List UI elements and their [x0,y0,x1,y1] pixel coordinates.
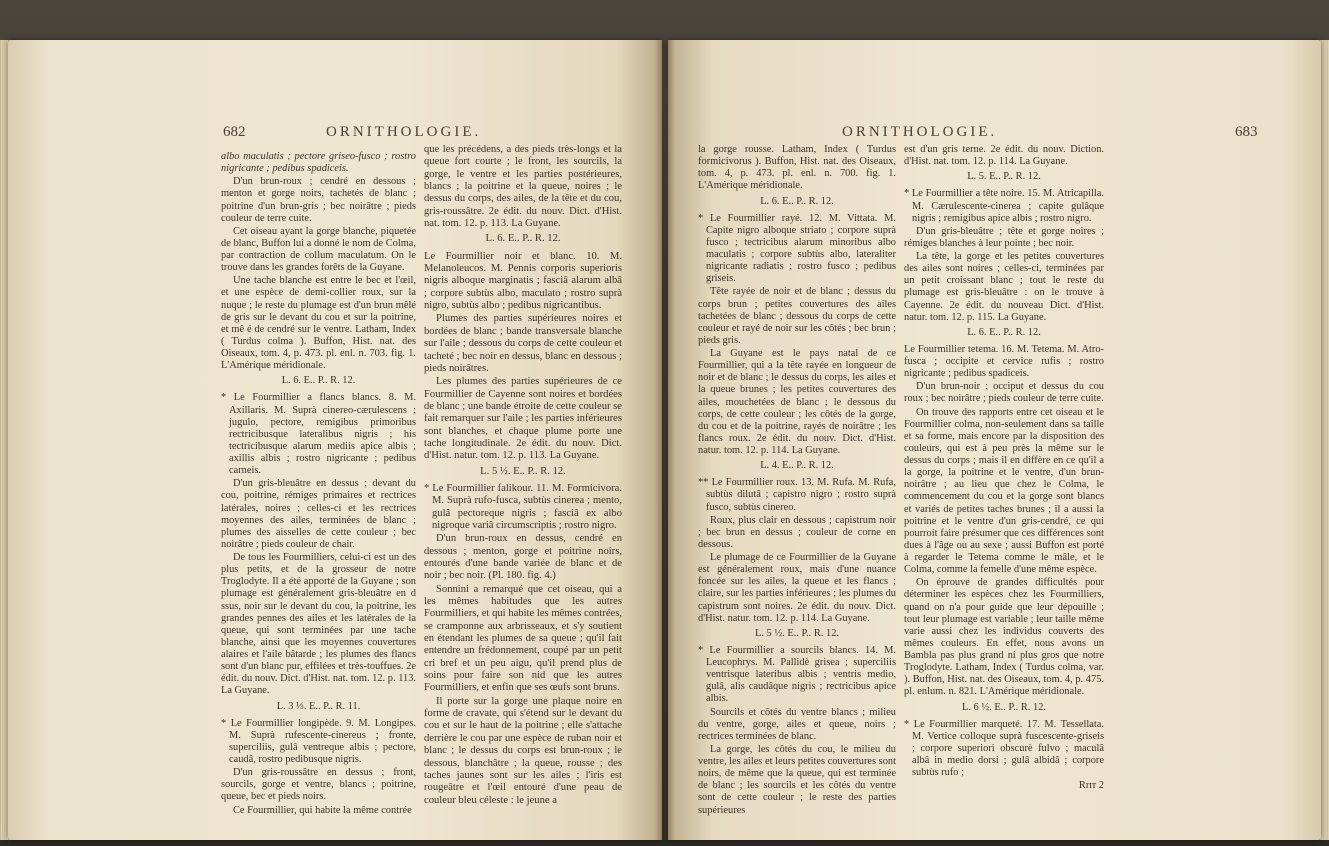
text-column [904,144,1104,793]
species-entry: ** Le Fourmillier roux. 13. M. Rufa. M. Rufa, subtùs dilutâ ; capistro nigro ; rostro suprà fusco, subtùs cinereo. [698,477,896,513]
paragraph: albo maculatis ; pectore griseo-fusco ; rostro nigricante ; pedibus spadiceis. [221,151,416,175]
running-header: ORNITHOLOGIE. [842,124,998,140]
paragraph: De tous les Fourmilliers, celui-ci est un des plus petits, et de la grosseur de notre Troglodyte. Il a été apporté de la Guyane ; son plumage est généralement gris-bleuâtre en d ssus, noir sur le devant du cou, la poitrine, les grandes pennes des ailes et les latérales de la queue, qui sont terminées par une tache blanche, ainsi que les moyennes couvertures alaires et l'aile bâtarde ; les plumes des flancs sont d'un blanc pur, effilées et très-touffues. 2e édit. du nouv. Dict. d'Hist. nat. tom. 12. p. 113. La Guyane. [221,552,416,697]
measurement-line: L. 6. E.. P.. R. 12. [760,195,834,207]
species-entry: * Le Fourmillier a sourcils blancs. 14. M. Leucophrys. M. Pallidè grisea ; superciliis ventrisque lateribus albis ; ventris medio, gulâ, alis caudâque nigris ; rectricibus apice albis. [698,644,896,705]
paragraph: Les plumes des parties supérieures de ce Fourmillier de Cayenne sont noires et bordées de blanc ; une bande étroite de cette couleur se fait remarquer sur l'aile ; les parties inférieures sont blanches, et chaque plume porte une tache longitudinale. 2e édit. du nouv. Dict. d'Hist. natur. tom. 12. p. 113. La Guyane. [424,376,622,462]
measurement-line: L. 4. E.. P.. R. 12. [760,460,834,472]
paragraph: la gorge rousse. Latham, Index ( Turdus formicivorus ). Buffon, Hist. nat. des Oiseaux, tom. 4, p. 473. pl. enl. n. 700. fig. 1. L'Amérique méridionale. [698,144,896,192]
paragraph: Une tache blanche est entre le bec et l'œil, et une espèce de demi-collier roux, sur la nuque ; le reste du plumage est d'un brun mêlé de gris sur le devant du cou et sur la poitrine, et mê é de cendré sur le ventre. Latham, Index ( Turdus colma ). Buffon, Hist. nat. des Oiseaux, tom. 4, p. 473. pl. enl. n. 703. fig. 1. L'Amérique méridionale. [221,275,416,372]
text-column [221,151,416,818]
paragraph: Tête rayée de noir et de blanc ; dessus du corps brun ; petites couvertures des ailes tachetées de blanc ; dessous du corps de cette couleur et rayé de noir sur les côtés ; bec brun ; pieds gris. [698,286,896,346]
paragraph: D'un brun-roux ; cendré en dessous ; menton et gorge noirs, tachetés de blanc ; poitrine d'un brun-gris ; bec noirâtre ; pieds couleur de terre cuite. [221,176,416,224]
paragraph: Le plumage de ce Fourmillier de la Guyane est généralement roux, mais d'une nuance foncée sur les ailes, la queue et les flancs ; claire, sur les parties inférieures ; les plumes du capistrum sont noires. 2e édit. du nouv. Dict. d'Hist. natur. tom. 12. p. 114. La Guyane. [698,552,896,624]
paragraph: On trouve des rapports entre cet oiseau et le Fourmillier colma, non-seulement dans sa taille et sa forme, mais encore par la disposition des couleurs, qui est à peu près la même sur le dessus du corps ; mais il en diffère en ce qu'il a la gorge, la poitrine et le ventre, d'un brun-noirâtre ; au lieu que chez le Colma, le commencement du cou et la gorge sont blancs et variés de petites taches brunes ; il a aussi la poitrine et le ventre d'un gris-cendré, ce qui pourroit faire présumer que ces différences sont dues à l'âge ou au sexe ; aussi Buffon est porté à regarder le Tetema comme le mâle, et le Colma, comme la femelle d'une même espèce. [904,406,1104,576]
measurement-line: L. 5 ½. E.. P.. R. 12. [755,627,839,639]
signature-mark: Rrrr 2 [1078,780,1104,792]
paragraph: La Guyane est le pays natal de ce Fourmillier, qui a la tête rayée en longueur de noir et de blanc ; le dessus du corps, les ailes et la queue brunes ; les petites couvertures des ailes, mouchetées de blanc ; le dessous du corps, de cette couleur ; les côtés de la gorge, du cou et de la poitrine, rayés de noirâtre ; les flancs roux. 2e édit. du nouv. Dict. d'Hist. natur. tom. 12. p. 114. La Guyane. [698,348,896,456]
measurement-line: L. 5. E.. P.. R. 12. [967,171,1041,183]
measurement-line: L. 6. E.. P.. R. 12. [485,233,561,245]
species-entry: * Le Fourmillier longipède. 9. M. Longipes. M. Suprà rufescente-cinereus ; fronte, superciliis, gulâ ventreque albis ; pectore, caudâ, rostro pedibusque nigris. [221,717,416,765]
paragraph: est d'un gris terne. 2e édit. du nouv. Diction. d'Hist. nat. tom. 12. p. 114. La Guyane. [904,144,1104,168]
book-gutter [655,40,675,840]
measurement-line: L. 6. E.. P.. R. 12. [281,375,356,387]
page-number: 683 [1235,124,1258,140]
paragraph: D'un brun-noir ; occiput et dessus du cou roux ; bec noirâtre ; pieds couleur de terre cuite. [904,381,1104,405]
text-column [424,144,622,808]
text-column [698,144,896,818]
page-number: 682 [223,124,246,140]
paragraph: Sourcils et côtés du ventre blancs ; milieu du ventre, gorge, ailes et queue, noirs ; rectrices terminées de blanc. [698,706,896,742]
right-page [668,40,1321,840]
paragraph: que les précédens, a des pieds très-longs et la queue fort courte ; le front, les sourcils, la gorge, le ventre et les parties postérieures, blancs ; la poitrine et la queue, noires ; le dessus du corps, des ailes, de la tête et du cou, gris-roussâtre. 2e édit. du nouv. Dict. d'Hist. nat. tom. 12. p. 113. La Guyane. [424,144,622,230]
running-header: ORNITHOLOGIE. [326,124,482,140]
paragraph: D'un gris-roussâtre en dessus ; front, sourcils, gorge et ventre, blancs ; poitrine, queue, bec et pieds noirs. [221,767,416,803]
paragraph: D'un gris-bleuâtre en dessus ; devant du cou, poitrine, rémiges primaires et rectrices latérales, noires ; celles-ci et les rectrices moyennes des ailes, terminées de blanc ; plumes des aisselles de cette couleur ; bec noirâtre ; pieds couleur de chair. [221,478,416,550]
paragraph: La tête, la gorge et les petites couvertures des ailes sont noires ; celles-ci, terminées par un petit croissant blanc ; tout le reste du plumage est gris-bleuâtre : on le trouve à Cayenne. 2e édit. du nouveau Dict. d'Hist. natur. tom. 12. p. 115. La Guyane. [904,251,1104,323]
species-entry: Le Fourmillier tetema. 16. M. Tetema. M. Atro-fusca ; occipite et cervice rufis ; rostro nigricante ; pedibus spadiceis. [904,343,1104,380]
species-entry: * Le Fourmillier a tête noire. 15. M. Atricapilla. M. Cærulescente-cinerea ; capite gulâque nigris ; remigibus apice albis ; rostro nigro. [904,188,1104,224]
species-entry: * Le Fourmillier rayé. 12. M. Vittata. M. Capite nigro alboque striato ; corpore suprà fusco ; tectricibus alarum minoribus albo maculatis ; corpore subtùs albo, lateraliter nigricante radiatis ; rostro fusco ; pedibus griseis. [698,212,896,285]
measurement-line: L. 5 ½. E.. P.. R. 12. [480,465,566,477]
measurement-line: L. 6. E.. P.. R. 12. [967,326,1041,338]
species-entry: * Le Fourmillier marqueté. 17. M. Tessellata. M. Vertice colloque suprà fuscescente-griseis ; corpore superiori obscurè fulvo ; maculâ albâ in medio dorsi ; gulâ albidâ ; corpore subtùs rufo ; [904,718,1104,779]
paragraph: Roux, plus clair en dessous ; capistrum noir ; bec brun en dessus ; couleur de corne en dessous. [698,514,896,550]
paragraph: Ce Fourmillier, qui habite la même contrée [233,804,412,816]
paragraph: Plumes des parties supérieures noires et bordées de blanc ; bande transversale blanche sur l'aile ; dessous du corps de cette couleur et tacheté ; bec noir en dessus, blanc en dessous ; pieds noirâtres. [424,313,622,374]
paragraph: Cet oiseau ayant la gorge blanche, piquetée de blanc, Buffon lui a donné le nom de Colma, par contraction de collum maculatum. On le trouve dans les grandes forêts de la Guyane. [221,225,416,274]
left-page [8,40,662,840]
paragraph: On éprouve de grandes difficultés pour déterminer les espèces chez les Fourmilliers, quand on n'a pour guide que leur dépouille ; tout leur plumage est variable ; leur taille même varie aussi chez les individus couverts des mêmes couleurs. En effet, nous avons un Bambla pas plus grand ni plus gros que notre Troglodyte. Latham, Index ( Turdus colma, var. ). Buffon, Hist. nat. des Oiseaux, tom. 4, p. 475. pl. enlum. n. 821. L'Amérique méridionale. [904,577,1104,698]
paragraph: D'un gris-bleuâtre ; tête et gorge noires ; rémiges blanches à leur pointe ; bec noir. [904,225,1104,249]
paragraph: Sonnini a remarqué que cet oiseau, qui a les mêmes habitudes que les autres Fourmilliers, et qui habite les mêmes contrées, se cramponne aux arbrisseaux, et s'y soutient en étendant les plumes de sa queue ; qu'il fait entendre un frédonnement, coupé par un petit cri bref et un peu aigu, qu'il prend plus de soins pour faire son nid que les autres Fourmilliers, et enfin que ses œufs sont bruns. [424,583,622,694]
paragraph: D'un brun-roux en dessus, cendré en dessous ; menton, gorge et poitrine noirs, entourés d'une bande variée de blanc et de noir ; bec noir. (Pl. 180. fig. 4.) [424,533,622,582]
species-entry: * Le Fourmillier falikour. 11. M. Formicivora. M. Suprà rufo-fusca, subtùs cinerea ; mento, gulâ pectoreque nigris ; fasciâ ex albo nigroque variâ circumscriptis ; rostro nigro. [424,482,622,531]
paragraph: Il porte sur la gorge une plaque noire en forme de cravate, qui s'étend sur le devant du cou et sur le haut de la poitrine ; elle s'attache derrière le cou par une espèce de ruban noir et blanc ; le dessus du corps est brun-roux ; le dessous, blanchâtre ; la queue, rousse ; des taches jaunes sont sur les ailes ; l'iris est rougeâtre et l'œil entouré d'une peau de couleur bleu céleste : le jeune a [424,695,622,806]
measurement-line: L. 3 ⅓. E.. P.. R. 11. [276,700,361,712]
measurement-line: L. 6 ½. E.. P.. R. 12. [962,701,1046,713]
species-entry: Le Fourmillier noir et blanc. 10. M. Melanoleucos. M. Pennis corporis superioris nigris alboque marginatis ; fasciâ alarum albâ ; corpore subtùs albo, maculato ; rostro suprà nigro, subtùs albo ; pedibus nigricantibus. [424,250,622,312]
species-entry: * Le Fourmillier a flancs blancs. 8. M. Axillaris. M. Suprà cinereo-cærulescens ; jugulo, pectore, remigibus primoribus rectricibusque lateralibus nigris ; his tectricibusque alarum mediis apice albis ; axillis albis ; rostro nigricante ; pedibus carneis. [221,392,416,477]
paragraph: La gorge, les côtés du cou, le milieu du ventre, les ailes et leurs petites couvertures sont noirs, de même que la queue, qui est terminée de blanc ; les sourcils et les côtés du ventre sont de cette couleur ; le reste des parties supérieures [698,743,896,816]
